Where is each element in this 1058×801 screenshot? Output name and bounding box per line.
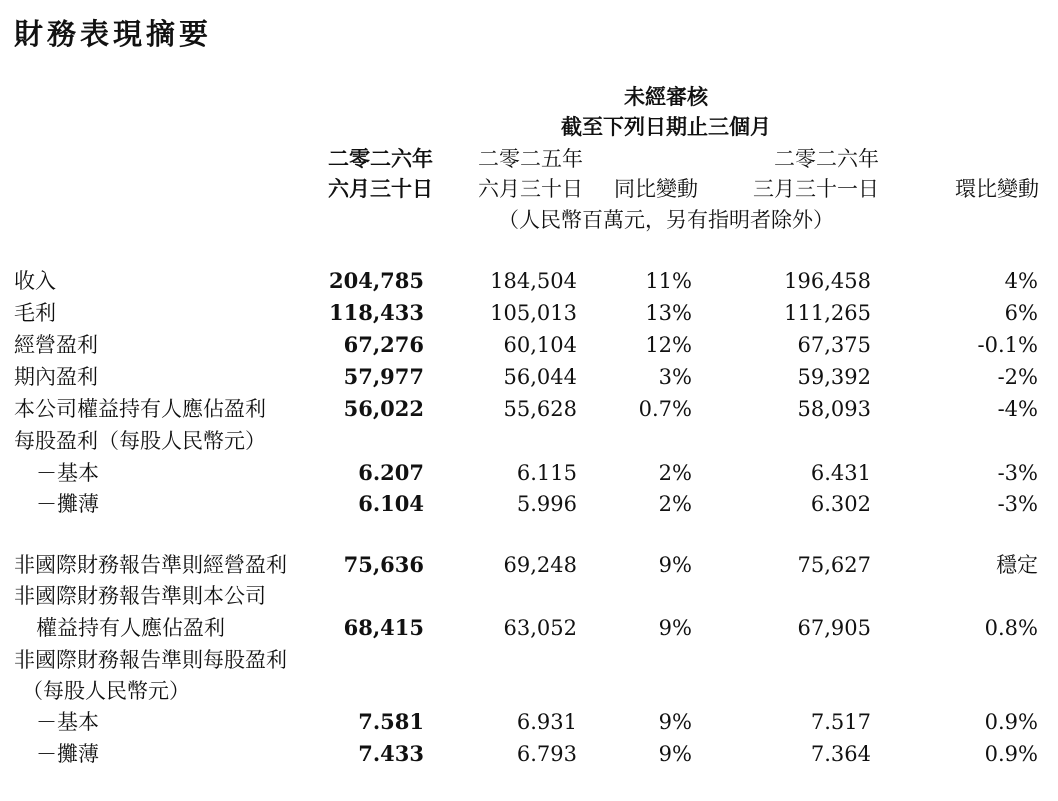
cell-2025q2: 184,504 [490, 269, 577, 293]
cell-2026q2: 56,022 [343, 396, 424, 421]
col4-date-header: 三月三十一日 [753, 177, 879, 201]
cell-2026q2: 7.433 [358, 741, 424, 766]
cell-2025q2: 6.115 [516, 461, 577, 485]
cell-qoq: 穩定 [996, 553, 1038, 577]
cell-yoy: 2% [658, 461, 692, 485]
cell-2026q2: 57,977 [343, 364, 424, 389]
col1-date-header: 六月三十日 [328, 176, 433, 201]
cell-yoy: 9% [658, 553, 692, 577]
cell-2026q2: 118,433 [329, 300, 424, 325]
cell-qoq: -0.1% [977, 333, 1038, 357]
cell-2026q2: 68,415 [343, 615, 424, 640]
cell-qoq: 4% [1004, 269, 1038, 293]
table-row [0, 361, 1058, 393]
cell-qoq: -2% [997, 365, 1038, 389]
cell-2025q2: 6.931 [516, 710, 577, 734]
cell-2026q2: 75,636 [343, 552, 424, 577]
table-row [0, 457, 1058, 489]
cell-yoy: 11% [645, 269, 692, 293]
cell-qoq: -4% [997, 397, 1038, 421]
cell-yoy: 13% [645, 301, 692, 325]
table-row [0, 580, 1058, 612]
cell-qoq: -3% [997, 492, 1038, 516]
row-label: 本公司權益持有人應佔盈利 [14, 397, 266, 421]
cell-2026q1: 7.364 [810, 742, 871, 766]
cell-2025q2: 6.793 [516, 742, 577, 766]
row-label: 權益持有人應佔盈利 [36, 616, 225, 640]
unit-note: （人民幣百萬元，另有指明者除外） [498, 208, 834, 232]
cell-2026q1: 67,905 [797, 616, 871, 640]
table-row [0, 265, 1058, 297]
cell-qoq: 0.9% [984, 742, 1038, 766]
row-label: 毛利 [14, 301, 56, 325]
table-row [0, 297, 1058, 329]
row-label: －攤薄 [36, 742, 99, 766]
table-row [0, 488, 1058, 520]
row-label: －基本 [36, 461, 99, 485]
cell-yoy: 9% [658, 742, 692, 766]
cell-2026q1: 75,627 [797, 553, 871, 577]
row-label: 收入 [14, 269, 56, 293]
col2-year-header: 二零二五年 [478, 147, 583, 171]
cell-2026q2: 67,276 [343, 332, 424, 357]
period-header: 截至下列日期止三個月 [561, 114, 771, 139]
table-row [0, 738, 1058, 770]
row-label: 非國際財務報告準則每股盈利 [14, 648, 287, 672]
cell-yoy: 9% [658, 710, 692, 734]
table-row [0, 644, 1058, 676]
table-row [0, 706, 1058, 738]
cell-2025q2: 60,104 [503, 333, 577, 357]
cell-2025q2: 55,628 [503, 397, 577, 421]
cell-2026q1: 59,392 [797, 365, 871, 389]
cell-2026q2: 6.104 [358, 491, 424, 516]
cell-2026q1: 6.302 [810, 492, 871, 516]
table-row [0, 675, 1058, 707]
col3-header: 同比變動 [614, 177, 698, 201]
row-label: －攤薄 [36, 492, 99, 516]
col2-date-header: 六月三十日 [478, 177, 583, 201]
col1-year-header: 二零二六年 [328, 146, 433, 171]
row-label: （每股人民幣元） [22, 679, 190, 703]
cell-2026q2: 204,785 [329, 268, 424, 293]
cell-qoq: 6% [1004, 301, 1038, 325]
cell-qoq: 0.8% [984, 616, 1038, 640]
table-row [0, 549, 1058, 581]
row-label: －基本 [36, 710, 99, 734]
cell-yoy: 9% [658, 616, 692, 640]
cell-qoq: 0.9% [984, 710, 1038, 734]
cell-2026q1: 58,093 [797, 397, 871, 421]
cell-2026q1: 6.431 [810, 461, 871, 485]
cell-2026q1: 196,458 [784, 269, 871, 293]
row-label: 期內盈利 [14, 365, 98, 389]
col4-year-header: 二零二六年 [774, 147, 879, 171]
col5-header: 環比變動 [955, 177, 1039, 201]
cell-2025q2: 69,248 [503, 553, 577, 577]
cell-2026q1: 67,375 [797, 333, 871, 357]
cell-2025q2: 105,013 [490, 301, 577, 325]
cell-yoy: 0.7% [638, 397, 692, 421]
table-row [0, 329, 1058, 361]
cell-2025q2: 5.996 [516, 492, 577, 516]
cell-yoy: 12% [645, 333, 692, 357]
table-row [0, 612, 1058, 644]
cell-2026q2: 6.207 [358, 460, 424, 485]
row-label: 非國際財務報告準則本公司 [14, 584, 266, 608]
cell-yoy: 3% [658, 365, 692, 389]
cell-2025q2: 56,044 [503, 365, 577, 389]
cell-2025q2: 63,052 [503, 616, 577, 640]
cell-qoq: -3% [997, 461, 1038, 485]
cell-2026q1: 111,265 [784, 301, 871, 325]
row-label: 每股盈利（每股人民幣元） [14, 429, 266, 453]
page-title: 財務表現摘要 [14, 17, 213, 51]
table-row [0, 393, 1058, 425]
cell-yoy: 2% [658, 492, 692, 516]
unaudited-header: 未經審核 [624, 84, 708, 109]
cell-2026q1: 7.517 [810, 710, 871, 734]
row-label: 經營盈利 [14, 333, 98, 357]
cell-2026q2: 7.581 [358, 709, 424, 734]
row-label: 非國際財務報告準則經營盈利 [14, 553, 287, 577]
table-row [0, 425, 1058, 457]
